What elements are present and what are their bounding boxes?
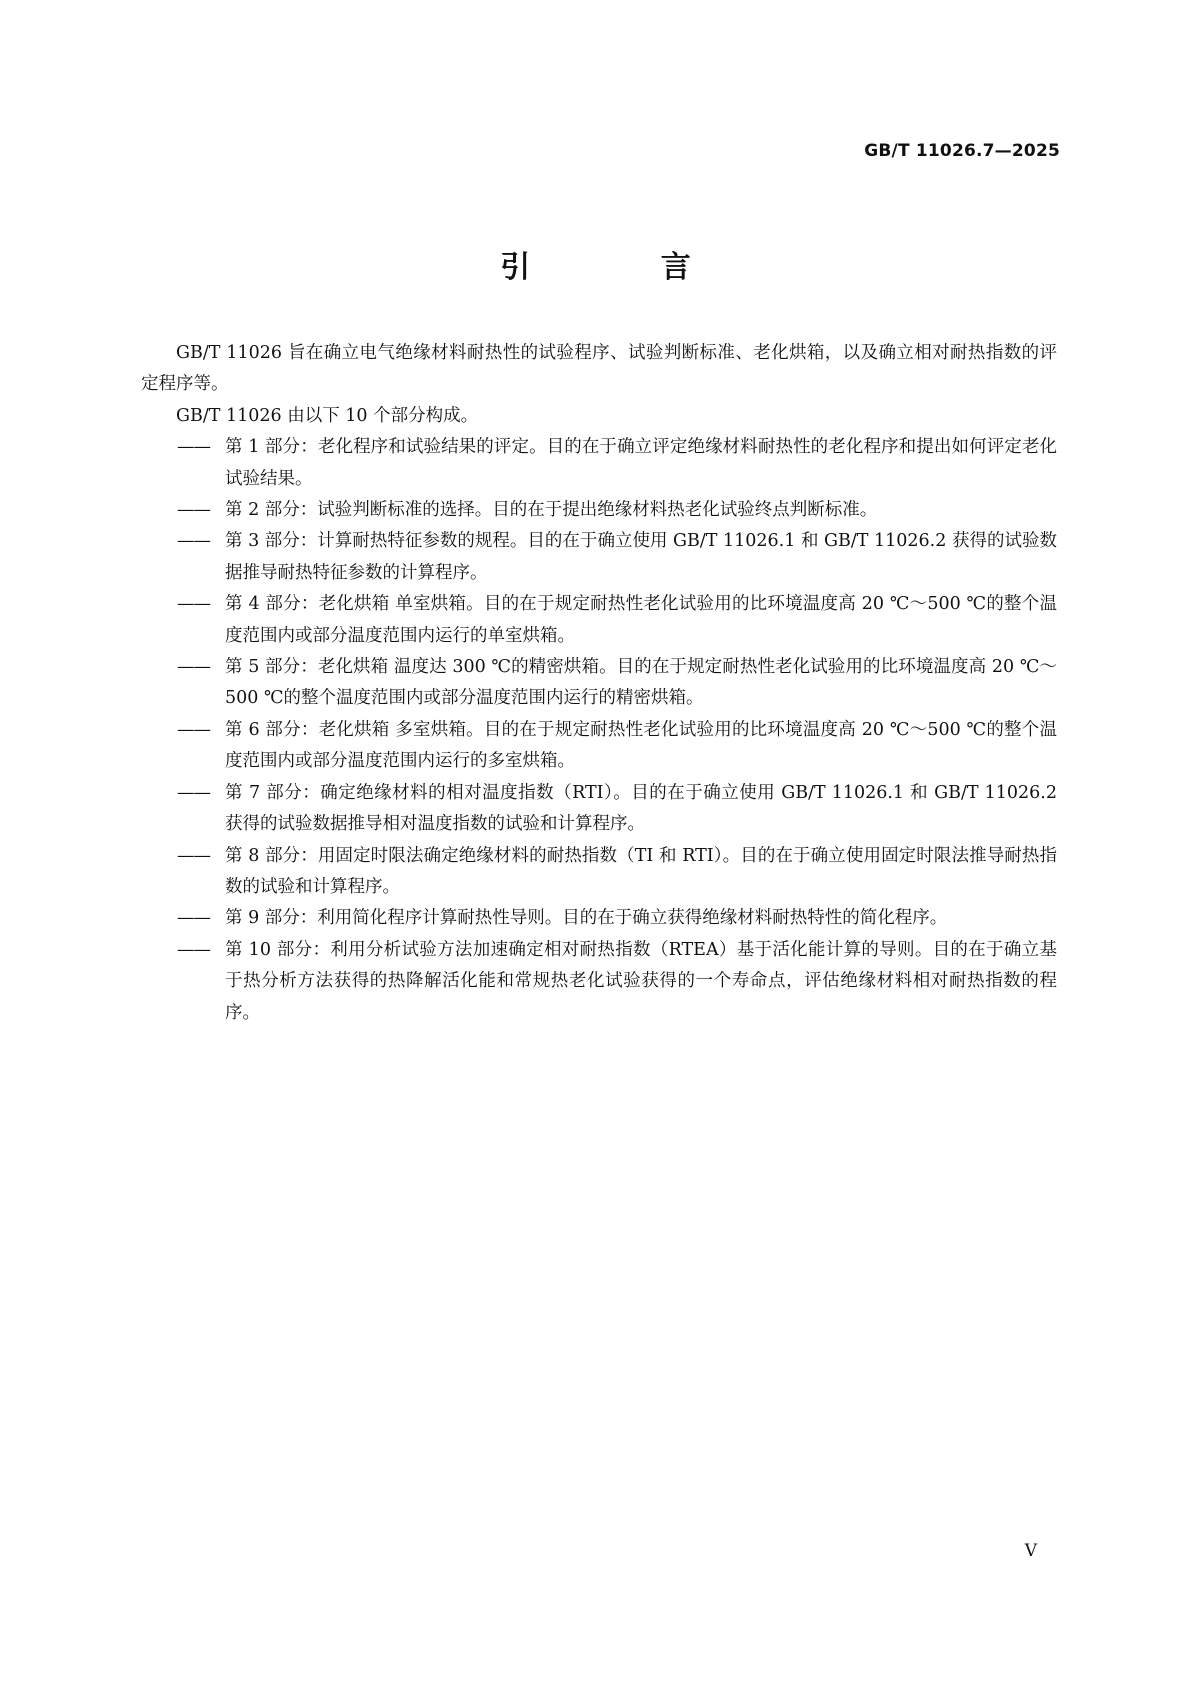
intro-paragraph: GB/T 11026 由以下 10 个部分构成。 (176, 405, 479, 426)
list-dash: —— (177, 531, 210, 552)
list-dash: —— (177, 908, 210, 929)
list-dash: —— (177, 500, 210, 521)
part-list-item (141, 432, 1057, 495)
intro-paragraph: GB/T 11026 旨在确立电气绝缘材料耐热性的试验程序、试验判断标准、老化烘箱，以及确立相对耐热指数的评定程序等。 (141, 343, 1057, 395)
part-item-text: 第 2 部分：试验判断标准的选择。目的在于提出绝缘材料热老化试验终点判断标准。 (225, 500, 878, 521)
part-item-text: 第 1 部分：老化程序和试验结果的评定。目的在于确立评定绝缘材料耐热性的老化程序和提出如何评定老化试验结果。 (225, 437, 1057, 489)
introduction-body (141, 338, 1057, 1029)
part-item-text: 第 4 部分：老化烘箱 单室烘箱。目的在于规定耐热性老化试验用的比环境温度高 20 ℃～500 ℃的整个温度范围内或部分温度范围内运行的单室烘箱。 (225, 594, 1057, 646)
part-item-text: 第 8 部分：用固定时限法确定绝缘材料的耐热指数（TI 和 RTI）。目的在于确立使用固定时限法推导耐热指数的试验和计算程序。 (225, 845, 1057, 897)
part-item-text: 第 6 部分：老化烘箱 多室烘箱。目的在于规定耐热性老化试验用的比环境温度高 20 ℃～500 ℃的整个温度范围内或部分温度范围内运行的多室烘箱。 (225, 719, 1057, 772)
part-list-item (141, 652, 1057, 715)
part-item-text: 第 3 部分：计算耐热特征参数的规程。目的在于确立使用 GB/T 11026.1 和 GB/T 11026.2 获得的试验数据推导耐热特征参数的计算程序。 (225, 531, 1057, 583)
part-list-item (141, 589, 1057, 652)
list-dash: —— (177, 939, 210, 960)
list-dash: —— (177, 594, 210, 615)
part-item-text: 第 7 部分：确定绝缘材料的相对温度指数（RTI）。目的在于确立使用 GB/T 11026.1 和 GB/T 11026.2 获得的试验数据推导相对温度指数的试验和计算程序。 (225, 782, 1057, 835)
page-number: V (1024, 1541, 1037, 1561)
list-dash: —— (177, 437, 210, 458)
list-dash: —— (177, 719, 210, 740)
list-dash: —— (177, 845, 210, 866)
part-list-item (141, 778, 1057, 841)
part-item-text: 第 5 部分：老化烘箱 温度达 300 ℃的精密烘箱。目的在于规定耐热性老化试验用的比环境温度高 20 ℃～500 ℃的整个温度范围内或部分温度范围内运行的精密烘箱。 (225, 657, 1057, 709)
standard-number: GB/T 11026.7—2025 (864, 141, 1060, 161)
page-title: 引 言 (500, 250, 751, 285)
part-list-item (141, 715, 1057, 778)
part-list-item (141, 526, 1057, 589)
part-list-item (141, 903, 1057, 934)
part-list-item (141, 935, 1057, 1029)
part-item-text: 第 10 部分：利用分析试验方法加速确定相对耐热指数（RTEA）基于活化能计算的导则。目的在于确立基于热分析方法获得的热降解活化能和常规热老化试验获得的一个寿命点，评估绝缘材料相对耐热指数的程序。 (225, 939, 1057, 1023)
list-dash: —— (177, 657, 210, 678)
list-dash: —— (177, 782, 210, 803)
part-item-text: 第 9 部分：利用简化程序计算耐热性导则。目的在于确立获得绝缘材料耐热特性的简化程序。 (225, 908, 948, 929)
part-list-item (141, 495, 1057, 526)
part-list-item (141, 841, 1057, 904)
